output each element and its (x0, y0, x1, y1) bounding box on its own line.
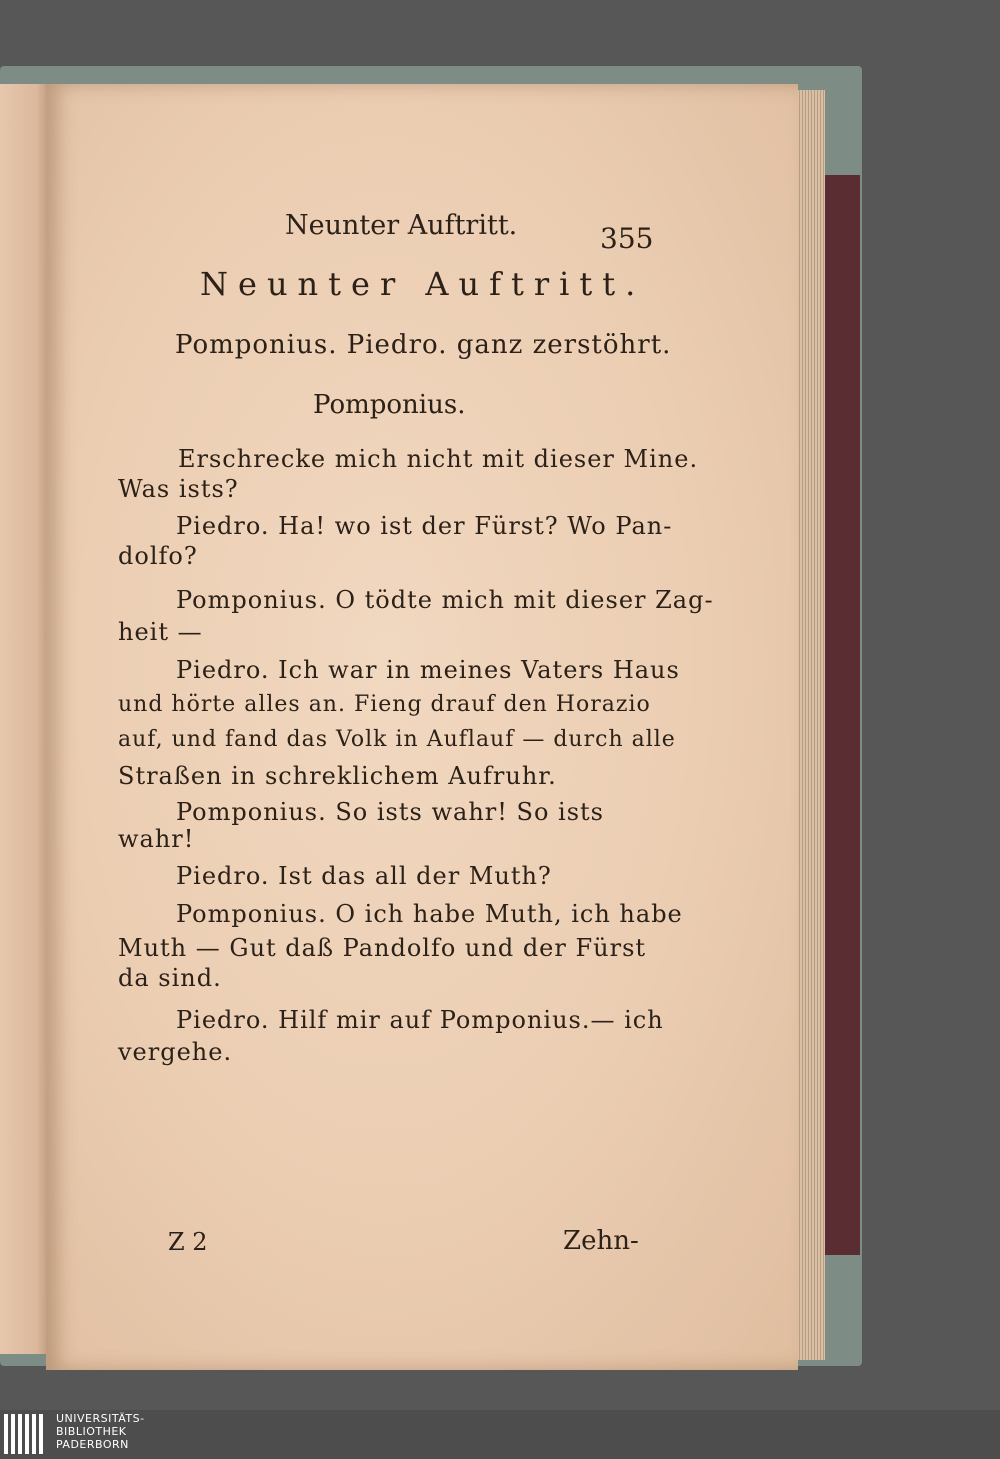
text-line: Piedro. Hilf mir auf Pomponius.— ich (176, 1006, 664, 1034)
text-line: Pomponius. O ich habe Muth, ich habe (176, 900, 683, 928)
text-line: Pomponius. So ists wahr! So ists (176, 798, 604, 826)
text-line: Muth — Gut daß Pandolfo und der Fürst (118, 934, 647, 962)
logo-line: PADERBORN (56, 1438, 129, 1451)
catchword: Zehn- (563, 1226, 639, 1256)
running-head: Neunter Auftritt. (285, 210, 518, 241)
text-line: Erschrecke mich nicht mit dieser Mine. (178, 445, 699, 473)
library-logo-icon (4, 1414, 50, 1454)
dramatis-personae: Pomponius. Piedro. ganz zerstöhrt. (175, 330, 672, 360)
text-line: Straßen in schreklichem Aufruhr. (118, 762, 557, 790)
text-line: Piedro. Ha! wo ist der Fürst? Wo Pan- (176, 512, 673, 540)
text-line: heit — (118, 618, 203, 646)
text-line: und hörte alles an. Fieng drauf den Horazio (118, 692, 651, 717)
text-line: dolfo? (118, 542, 198, 570)
text-line: Piedro. Ich war in meines Vaters Haus (176, 656, 680, 684)
text-line: auf, und fand das Volk in Auflauf — durch alle (118, 727, 676, 752)
left-page-edge (0, 84, 52, 1354)
page-number: 355 (600, 222, 654, 255)
book-spine-leather (822, 175, 860, 1255)
footer-bar (0, 1410, 1000, 1459)
speaker-heading: Pomponius. (313, 390, 466, 420)
text-line: Piedro. Ist das all der Muth? (176, 862, 552, 890)
text-line: Pomponius. O tödte mich mit dieser Zag- (176, 586, 714, 614)
library-logo-text (56, 1412, 145, 1451)
text-line: vergehe. (118, 1038, 233, 1066)
text-line: wahr! (118, 825, 195, 853)
text-line: Was ists? (118, 475, 239, 503)
signature-mark: Z 2 (168, 1228, 208, 1256)
text-line: da sind. (118, 964, 222, 992)
logo-line: BIBLIOTHEK (56, 1425, 127, 1438)
scene-title: Neunter Auftritt. (200, 265, 646, 303)
logo-line: UNIVERSITÄTS- (56, 1412, 145, 1425)
